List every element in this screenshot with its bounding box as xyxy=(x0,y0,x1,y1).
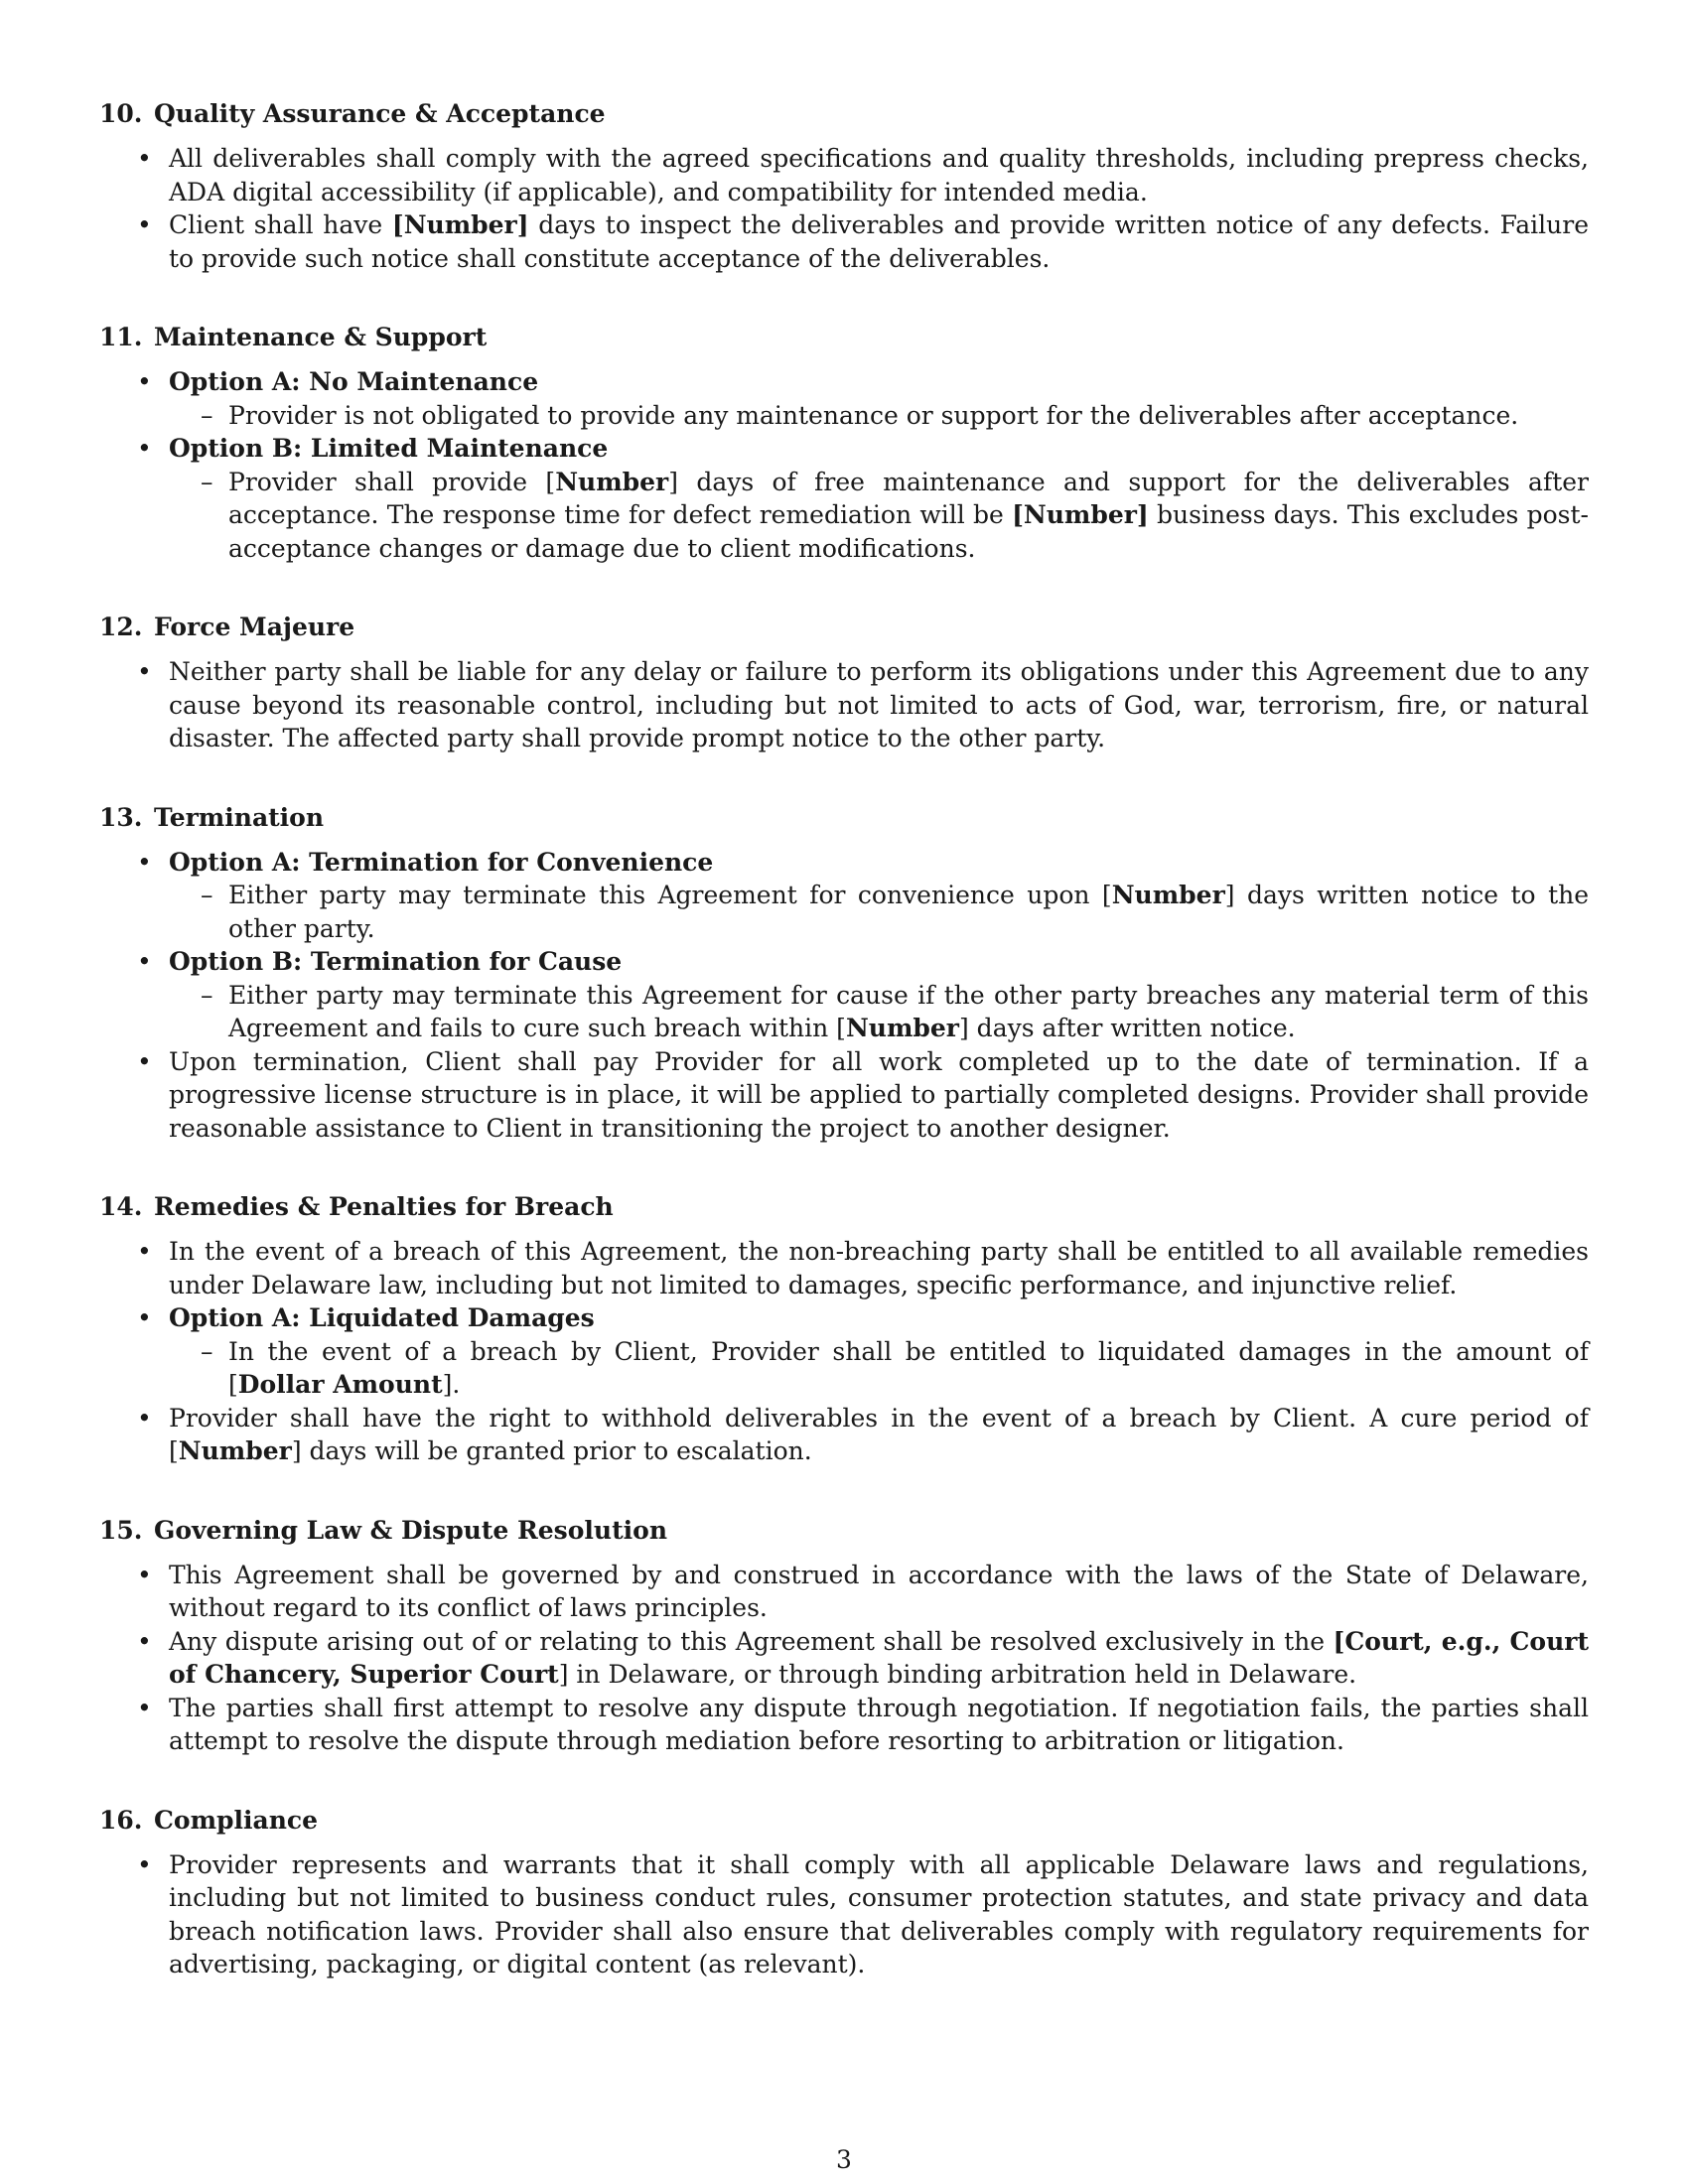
option-item xyxy=(99,846,1589,946)
option-item xyxy=(99,945,1589,1045)
section-termination xyxy=(99,801,1589,1146)
placeholder-field: [Number] xyxy=(391,210,529,239)
placeholder-field: Number xyxy=(845,1014,959,1042)
section-title: Quality Assurance & Acceptance xyxy=(154,99,606,128)
placeholder-field: Dollar Amount xyxy=(237,1370,443,1399)
list-item: • The parties shall first attempt to resolve any dispute through negotiation. If negotiation fails, the parties shall attempt to resolve the dispute through mediation before resorting to arbitration or litigation. xyxy=(99,1692,1589,1758)
list-item: • Upon termination, Client shall pay Provider for all work completed up to the date of termination. If a progressive license structure is in place, it will be applied to partially completed designs. Provider shall provide reasonable assistance to Client in transitioning the project to another designer. xyxy=(99,1045,1589,1146)
list-item: • Any dispute arising out of or relating to this Agreement shall be resolved exclusively in the [Court, e.g., Court of Chancery, Superior Court] in Delaware, or through binding arbitration held in Delaware. xyxy=(99,1625,1589,1692)
sub-item: – Provider shall provide [Number] days of free maintenance and support for the deliverables after acceptance. The response time for defect remediation will be [Number] business days. This excludes post-acceptance changes or damage due to client modifications. xyxy=(169,466,1589,566)
section-heading: 16. Compliance xyxy=(99,1805,319,1835)
section-heading: 10. Quality Assurance & Acceptance xyxy=(99,99,606,128)
placeholder-field: Number xyxy=(178,1436,292,1465)
section-title: Termination xyxy=(154,802,325,832)
placeholder-field: [Number] xyxy=(1012,500,1149,529)
placeholder-field: [Court, e.g., Court of Chancery, Superior Court xyxy=(169,1626,1589,1689)
section-heading: 15. Governing Law & Dispute Resolution xyxy=(99,1515,668,1545)
section-governing-law xyxy=(99,1514,1589,1758)
section-maintenance-support xyxy=(99,321,1589,565)
option-label: Option B: Limited Maintenance xyxy=(169,434,609,463)
section-remedies-penalties xyxy=(99,1190,1589,1468)
option-item xyxy=(99,365,1589,432)
sub-item: – In the event of a breach by Client, Provider shall be entitled to liquidated damages in the amount of [Dollar Amount]. xyxy=(169,1335,1589,1402)
section-heading: 11. Maintenance & Support xyxy=(99,323,488,351)
section-title: Compliance xyxy=(154,1805,319,1835)
list-item: • All deliverables shall comply with the agreed specifications and quality thresholds, including prepress checks, ADA digital accessibility (if applicable), and compatibility for intended media. xyxy=(99,142,1589,208)
option-label: Option A: Liquidated Damages xyxy=(169,1303,595,1332)
option-item xyxy=(99,1301,1589,1402)
placeholder-field: Number xyxy=(1111,881,1225,909)
list-item: • This Agreement shall be governed by and construed in accordance with the laws of the State of Delaware, without regard to its conflict of laws principles. xyxy=(99,1559,1589,1625)
list-item: • Neither party shall be liable for any delay or failure to perform its obligations under this Agreement due to any cause beyond its reasonable control, including but not limited to acts of God, war, terrorism, fire, or natural disaster. The affected party shall provide prompt notice to the other party. xyxy=(99,655,1589,755)
section-heading: 14. Remedies & Penalties for Breach xyxy=(99,1192,614,1221)
sub-item: – Either party may terminate this Agreement for convenience upon [Number] days written notice to the other party. xyxy=(169,879,1589,945)
sub-item: – Provider is not obligated to provide any maintenance or support for the deliverables after acceptance. xyxy=(169,399,1589,433)
option-label: Option A: No Maintenance xyxy=(169,367,539,396)
list-item: • Provider represents and warrants that it shall comply with all applicable Delaware laws and regulations, including but not limited to business conduct rules, consumer protection statutes, and state privacy and data breach notification laws. Provider shall also ensure that deliverables comply with regulatory requirements for advertising, packaging, or digital content (as relevant). xyxy=(99,1848,1589,1981)
placeholder-field: Number xyxy=(555,467,669,496)
page-number: 3 xyxy=(836,2145,852,2174)
list-item: • Client shall have [Number] days to inspect the deliverables and provide written notice of any defects. Failure to provide such notice shall constitute acceptance of the deliverables. xyxy=(99,208,1589,275)
sub-item: – Either party may terminate this Agreement for cause if the other party breaches any material term of this Agreement and fails to cure such breach within [Number] days after written notice. xyxy=(169,979,1589,1045)
section-force-majeure xyxy=(99,611,1589,755)
section-title: Remedies & Penalties for Breach xyxy=(154,1192,614,1221)
section-title: Maintenance & Support xyxy=(154,323,488,351)
list-item: • Provider shall have the right to withhold deliverables in the event of a breach by Client. A cure period of [Number] days will be granted prior to escalation. xyxy=(99,1402,1589,1468)
document-page xyxy=(99,97,1589,2027)
list-item: • In the event of a breach of this Agreement, the non-breaching party shall be entitled to all available remedies under Delaware law, including but not limited to damages, specific performance, and injunctive relief. xyxy=(99,1235,1589,1301)
section-title: Governing Law & Dispute Resolution xyxy=(154,1515,668,1545)
option-label: Option A: Termination for Convenience xyxy=(169,847,714,877)
section-heading: 12. Force Majeure xyxy=(99,613,355,641)
option-item xyxy=(99,432,1589,565)
section-heading: 13. Termination xyxy=(99,802,325,832)
section-compliance xyxy=(99,1804,1589,1981)
section-quality-assurance xyxy=(99,97,1589,275)
option-label: Option B: Termination for Cause xyxy=(169,947,623,976)
section-title: Force Majeure xyxy=(154,613,355,641)
